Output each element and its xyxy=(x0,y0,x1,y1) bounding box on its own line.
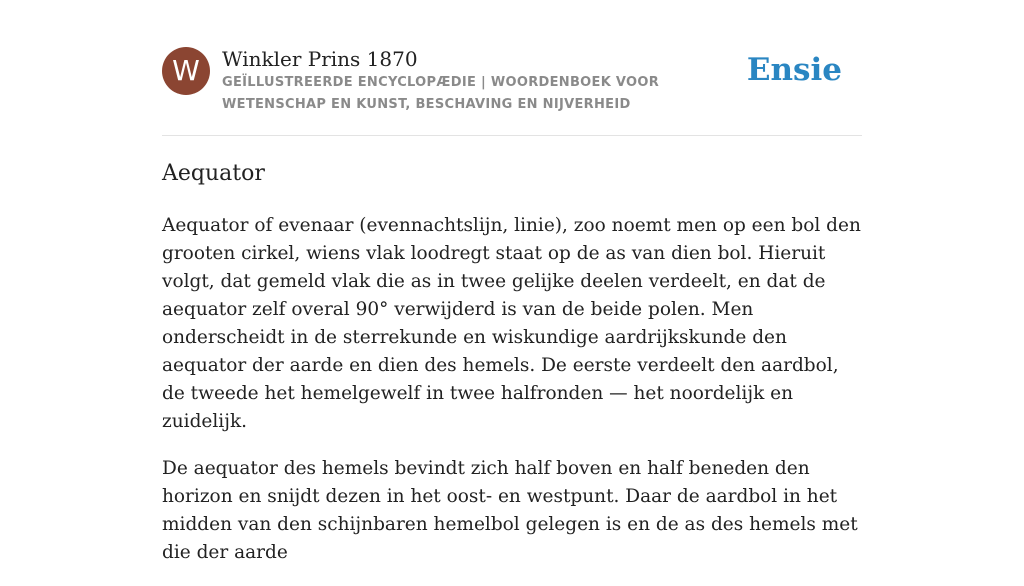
article-title: Aequator xyxy=(162,161,265,186)
source-avatar[interactable]: W xyxy=(162,47,210,95)
header-divider xyxy=(162,135,862,136)
article-paragraph: De aequator des hemels bevindt zich half boven en half beneden den horizon en snijdt dezen in het oost- en westpunt. Daar de aardbol in het midden van den schijnbaren hemelbol gelegen is en de as des hemels met die der aarde xyxy=(162,458,858,563)
source-header xyxy=(162,44,862,136)
article-body xyxy=(162,212,862,586)
source-subtitle: GEÏLLUSTREERDE ENCYCLOPÆDIE | WOORDENBOEK VOOR WETENSCHAP EN KUNST, BESCHAVING EN NIJVERHEID xyxy=(222,75,660,112)
source-title[interactable]: Winkler Prins 1870 xyxy=(222,47,418,71)
ensie-logo[interactable]: Ensie xyxy=(746,52,842,88)
article-paragraph: Aequator of evenaar (evennachtslijn, linie), zoo noemt men op een bol den grooten cirkel, wiens vlak loodregt staat op de as van dien bol. Hieruit volgt, dat gemeld vlak die as in twee gelijke deelen verdeelt, en dat de aequator zelf overal 90° verwijderd is van de beide polen. Men onderscheidt in de sterrekunde en wiskundige aardrijkskunde den aequator der aarde en dien des hemels. De eerste verdeelt den aardbol, de tweede het hemelgewelf in twee halfronden — het noordelijk en zuidelijk. xyxy=(162,215,861,432)
